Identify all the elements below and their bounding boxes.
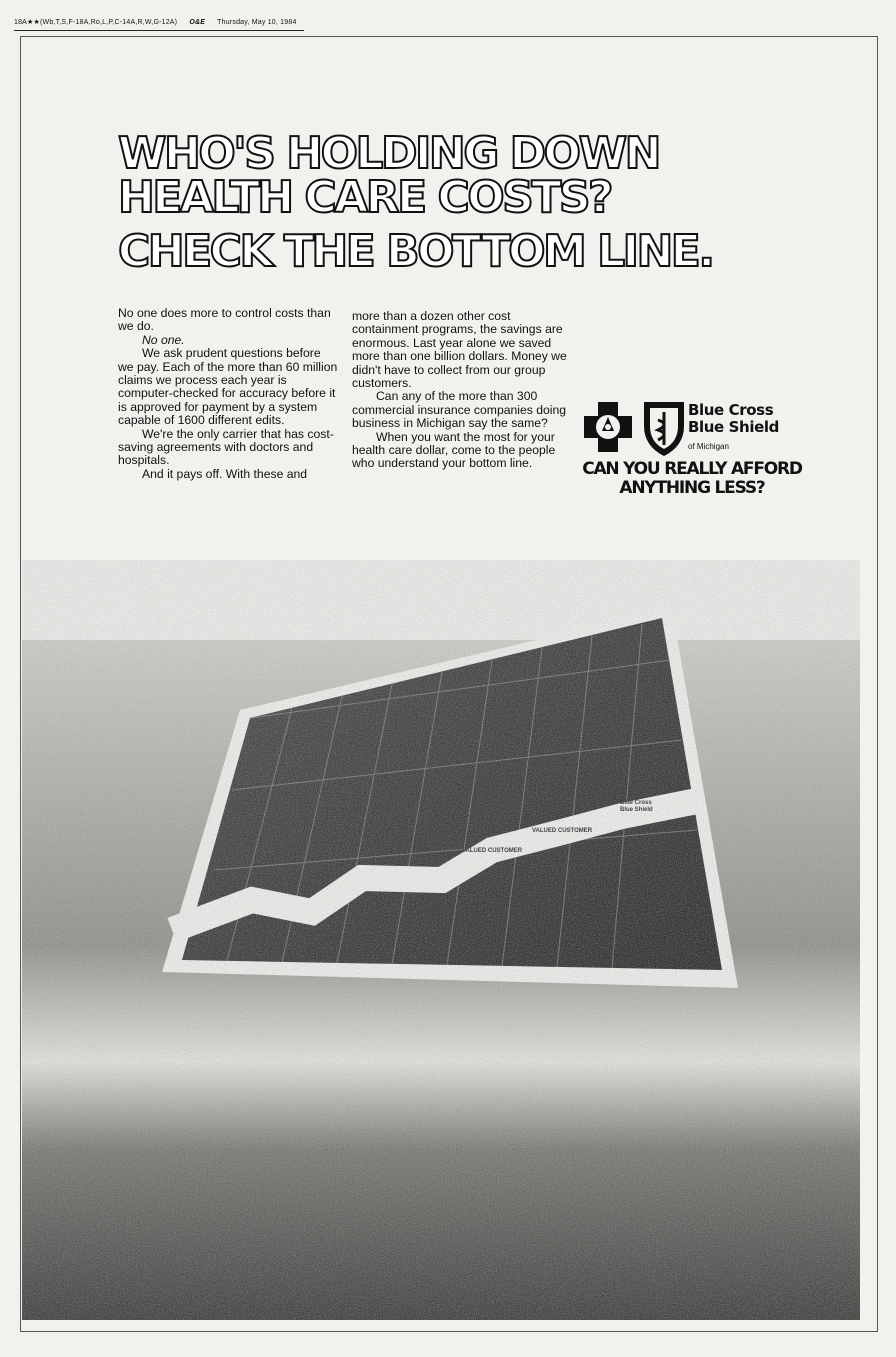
tagline — [582, 460, 802, 498]
paragraph: Can any of the more than 300 commercial insurance companies doing business in Michigan say the same? — [352, 389, 567, 431]
headline-line-1: WHO'S HOLDING DOWN — [118, 128, 659, 179]
paragraph: No one does more to control costs than we do. — [118, 306, 331, 334]
tagline-line-2: ANYTHING LESS? — [619, 478, 765, 498]
logo-name-line-1: Blue Cross — [688, 401, 774, 419]
paragraph: When you want the most for your health care dollar, come to the people who understand your bottom line. — [352, 429, 556, 471]
paragraph: No one. — [142, 332, 185, 347]
headline-line-3: CHECK THE BOTTOM LINE. — [118, 226, 713, 277]
paragraph: We're the only carrier that has cost-saving agreements with doctors and hospitals. — [118, 426, 334, 468]
section-name: O&E — [189, 19, 206, 26]
photo-grain — [22, 560, 860, 1320]
logo-subtitle: of Michigan — [688, 442, 729, 451]
issue-date: Thursday, May 10, 1984 — [217, 19, 297, 26]
cross-icon — [584, 402, 632, 452]
paragraph: We ask prudent questions before we pay. Each of the more than 60 million claims we process each year is computer-checked for accuracy before it is approved for payment by a system capable of 1600 different edits. — [118, 346, 338, 428]
logo-wordmark — [688, 402, 779, 436]
tagline-line-1: CAN YOU REALLY AFFORD — [582, 459, 802, 479]
headline — [118, 128, 713, 277]
body-column-2 — [352, 310, 567, 471]
body-column-1 — [118, 307, 338, 481]
paragraph: And it pays off. With these and — [142, 466, 308, 481]
shield-icon — [644, 402, 684, 456]
folio-rule — [14, 30, 304, 31]
logo-name-line-2: Blue Shield — [688, 418, 779, 436]
folio-line — [14, 18, 307, 26]
chart-board-photo — [22, 560, 860, 1320]
headline-line-2: HEALTH CARE COSTS? — [118, 172, 612, 223]
edition-code: 18A★★(Wb,T,S,F-18A,Ro,L,P,C-14A,R,W,G-12A) — [14, 19, 178, 26]
paragraph: more than a dozen other cost containment programs, the savings are enormous. Last year alone we saved more than one billion dollars. Money we didn't have to collect from our group customers. — [352, 309, 567, 391]
